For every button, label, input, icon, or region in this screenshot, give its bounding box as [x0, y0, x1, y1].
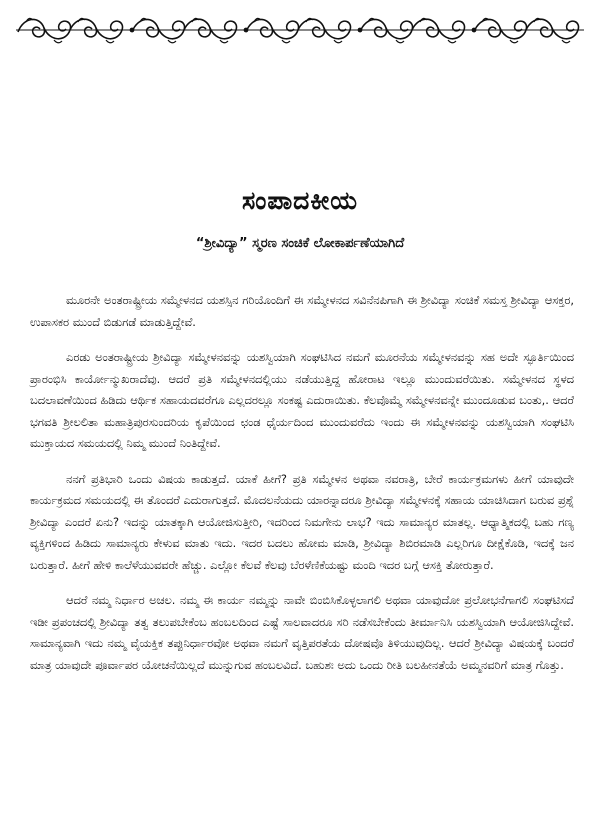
article-body — [30, 290, 574, 690]
page-title: ಸಂಪಾದಕೀಯ — [241, 186, 359, 215]
paragraph-4: ಆದರೆ ನಮ್ಮ ನಿರ್ಧಾರ ಅಚಲ. ನಮ್ಮ ಈ ಕಾರ್ಯ ನಮ್ಮನ್ನು ನಾವೇ ಬಿಂಬಿಸಿಕೊಳ್ಳಲಾಗಲಿ ಅಥವಾ ಯಾವುದೋ ಪ್ರಲೋಭನೆಗಾಗಲಿ ಸಂಘಟಿಸದೆ ಇಡೀ ಪ್ರಪಂಚದಲ್ಲಿ ಶ್ರೀವಿದ್ಯಾ ತತ್ವ ತಲುಪಬೇಕೆಂಬ ಹಂಬಲದಿಂದ ಎಷ್ಟೆ ಸಾಲವಾದರೂ ಸರಿ ನಡೆಸಬೇಕೆಂದು ತೀರ್ಮಾನಿಸಿ ಯಶಸ್ವಿಯಾಗಿ ಆಯೋಜಿಸಿದ್ದೇವೆ. ಸಾಮಾನ್ಯವಾಗಿ ಇದು ನಮ್ಮ ವೈಯಕ್ತಿಕ ತಪ್ಪುನಿರ್ಧಾರವೋ ಅಥವಾ ನಮಗೆ ವೃತ್ತಿಪರತೆಯ ದೋಷವೊ ತಿಳಿಯುವುದಿಲ್ಲ. ಆದರೆ ಶ್ರೀವಿದ್ಯಾ ವಿಷಯಕ್ಕೆ ಬಂದರೆ ಮಾತ್ರ ಯಾವುದೇ ಪೂರ್ವಾಪರ ಯೋಚನೆಯಿಲ್ಲದೆ ಮುನ್ನುಗುವ ಹಂಬಲವಿದೆ. ಬಹುಶಃ ಅದು ಒಂದು ರೀತಿ ಬಲಹೀನತೆಯೆ ಅಮ್ಮನವರಿಗೆ ಮಾತ್ರ ಗೊತ್ತು. — [30, 593, 574, 672]
paragraph-3: ನನಗೆ ಪ್ರತಿಭಾರಿ ಒಂದು ವಿಷಯ ಕಾಡುತ್ತದೆ. ಯಾಕೆ ಹೀಗೆ? ಪ್ರತಿ ಸಮ್ಮೇಳನ ಅಥವಾ ನವರಾತ್ರಿ, ಬೇರೆ ಕಾರ್ಯಕ್ರಮಗಳು ಹೀಗೆ ಯಾವುದೇ ಕಾರ್ಯಕ್ರಮದ ಸಮಯದಲ್ಲಿ ಈ ತೊಂದರೆ ಎದುರಾಗುತ್ತದೆ. ಮೊದಲನೆಯದು ಯಾರನ್ನಾದರೂ ಶ್ರೀವಿದ್ಯಾ ಸಮ್ಮೇಳನಕ್ಕೆ ಸಹಾಯ ಯಾಚಿಸಿದಾಗ ಬರುವ ಪ್ರಶ್ನೆ ಶ್ರೀವಿದ್ಯಾ ಎಂದರೆ ಏನು? ಇದನ್ನು ಯಾತಕ್ಕಾಗಿ ಆಯೋಜಿಸುತ್ತೀರಿ, ಇದರಿಂದ ನಿಮಗೇನು ಲಾಭ? ಇದು ಸಾಮಾನ್ಯರ ಮಾತಲ್ಲ. ಆಧ್ಯಾತ್ಮಿಕದಲ್ಲಿ ಬಹು ಗಣ್ಯ ವ್ಯಕ್ತಿಗಳಿಂದ ಹಿಡಿದು ಸಾಮಾನ್ಯರು ಕೇಳುವ ಮಾತು ಇದು. ಇದರ ಬದಲು ಹೋಮ ಮಾಡಿ, ಶ್ರೀವಿದ್ಯಾ ಶಿಬಿರಮಾಡಿ ಎಲ್ಲರಿಗೂ ದೀಕ್ಷೆಕೊಡಿ, ಇದಕ್ಕೆ ಜನ ಬರುತ್ತಾರೆ. ಹೀಗೆ ಹೇಳಿ ಕಾಲೆಳೆಯುವವರೇ ಹೆಚ್ಚು. ಎಲ್ಲೋ ಕೆಲವೆ ಕೆಲವು ಬೆರಳೆಣಿಕೆಯಷ್ಟು ಮಂದಿ ಇದರ ಬಗ್ಗೆ ಆಸಕ್ತಿ ತೋರುತ್ತಾರೆ. — [30, 471, 574, 572]
page-subtitle: “ಶ್ರೀವಿದ್ಯಾ” ಸ್ಮರಣ ಸಂಚಿಕೆ ಲೋಕಾರ್ಪಣೆಯಾಗಿದೆ — [195, 236, 405, 251]
paragraph-1: ಮೂರನೇ ಅಂತರಾಷ್ಟ್ರೀಯ ಸಮ್ಮೇಳನದ ಯಶಸ್ಸಿನ ಗರಿಯೊಂದಿಗೆ ಈ ಸಮ್ಮೇಳನದ ಸವಿನೆನಪಿಗಾಗಿ ಈ ಶ್ರೀವಿದ್ಯಾ ಸಂಚಿಕೆ ಸಮಸ್ತ ಶ್ರೀವಿದ್ಯಾ ಆಸಕ್ತರ, ಉಪಾಸಕರ ಮುಂದೆ ಬಿಡುಗಡೆ ಮಾಡುತ್ತಿದ್ದೇವೆ. — [30, 293, 574, 329]
paragraph-2: ಎರಡು ಅಂತರಾಷ್ಟ್ರೀಯ ಶ್ರೀವಿದ್ಯಾ ಸಮ್ಮೇಳನವನ್ನು ಯಶಸ್ವಿಯಾಗಿ ಸಂಘಟಿಸಿದ ನಮಗೆ ಮೂರನೆಯ ಸಮ್ಮೇಳನವನ್ನು ಸಹ ಅದೇ ಸ್ಫೂರ್ತಿಯಿಂದ ಪ್ರಾರಂಭಿಸಿ ಕಾರ್ಯೋನ್ಮುಖರಾದೆವು. ಆದರೆ ಪ್ರತಿ ಸಮ್ಮೇಳನದಲ್ಲಿಯು ನಡೆಯುತ್ತಿದ್ದ ಹೋರಾಟ ಇಲ್ಲೂ ಮುಂದುವರೆಯಿತು. ಸಮ್ಮೇಳನದ ಸ್ಥಳದ ಬದಲಾವಣೆಯಿಂದ ಹಿಡಿದು ಆರ್ಥಿಕ ಸಹಾಯದವರೆಗೂ ಎಲ್ಲದರಲ್ಲೂ ಸಂಕಷ್ಟ ಎದುರಾಯಿತು. ಕೆಲವೊಮ್ಮೆ ಸಮ್ಮೇಳನವನ್ನೇ ಮುಂದೂಡುವ ಬಂತು,. ಆದರೆ ಭಗವತಿ ಶ್ರೀಲಲಿತಾ ಮಹಾತ್ರಿಪುರಸುಂದರಿಯ ಕೃಪೆಯಿಂದ ಛಂಡ ಧೈರ್ಯದಿಂದ ಮುಂದುವರೆದು ಇಂದು ಈ ಸಮ್ಮೇಳನವನ್ನು ಯಶಸ್ವಿಯಾಗಿ ಸಂಘಟಿಸಿ ಮುಕ್ತಾಯದ ಸಮಯದಲ್ಲಿ ನಿಮ್ಮ ಮುಂದೆ ನಿಂತಿದ್ದೇವೆ. — [30, 350, 574, 450]
floral-scroll-border-icon — [14, 10, 586, 50]
